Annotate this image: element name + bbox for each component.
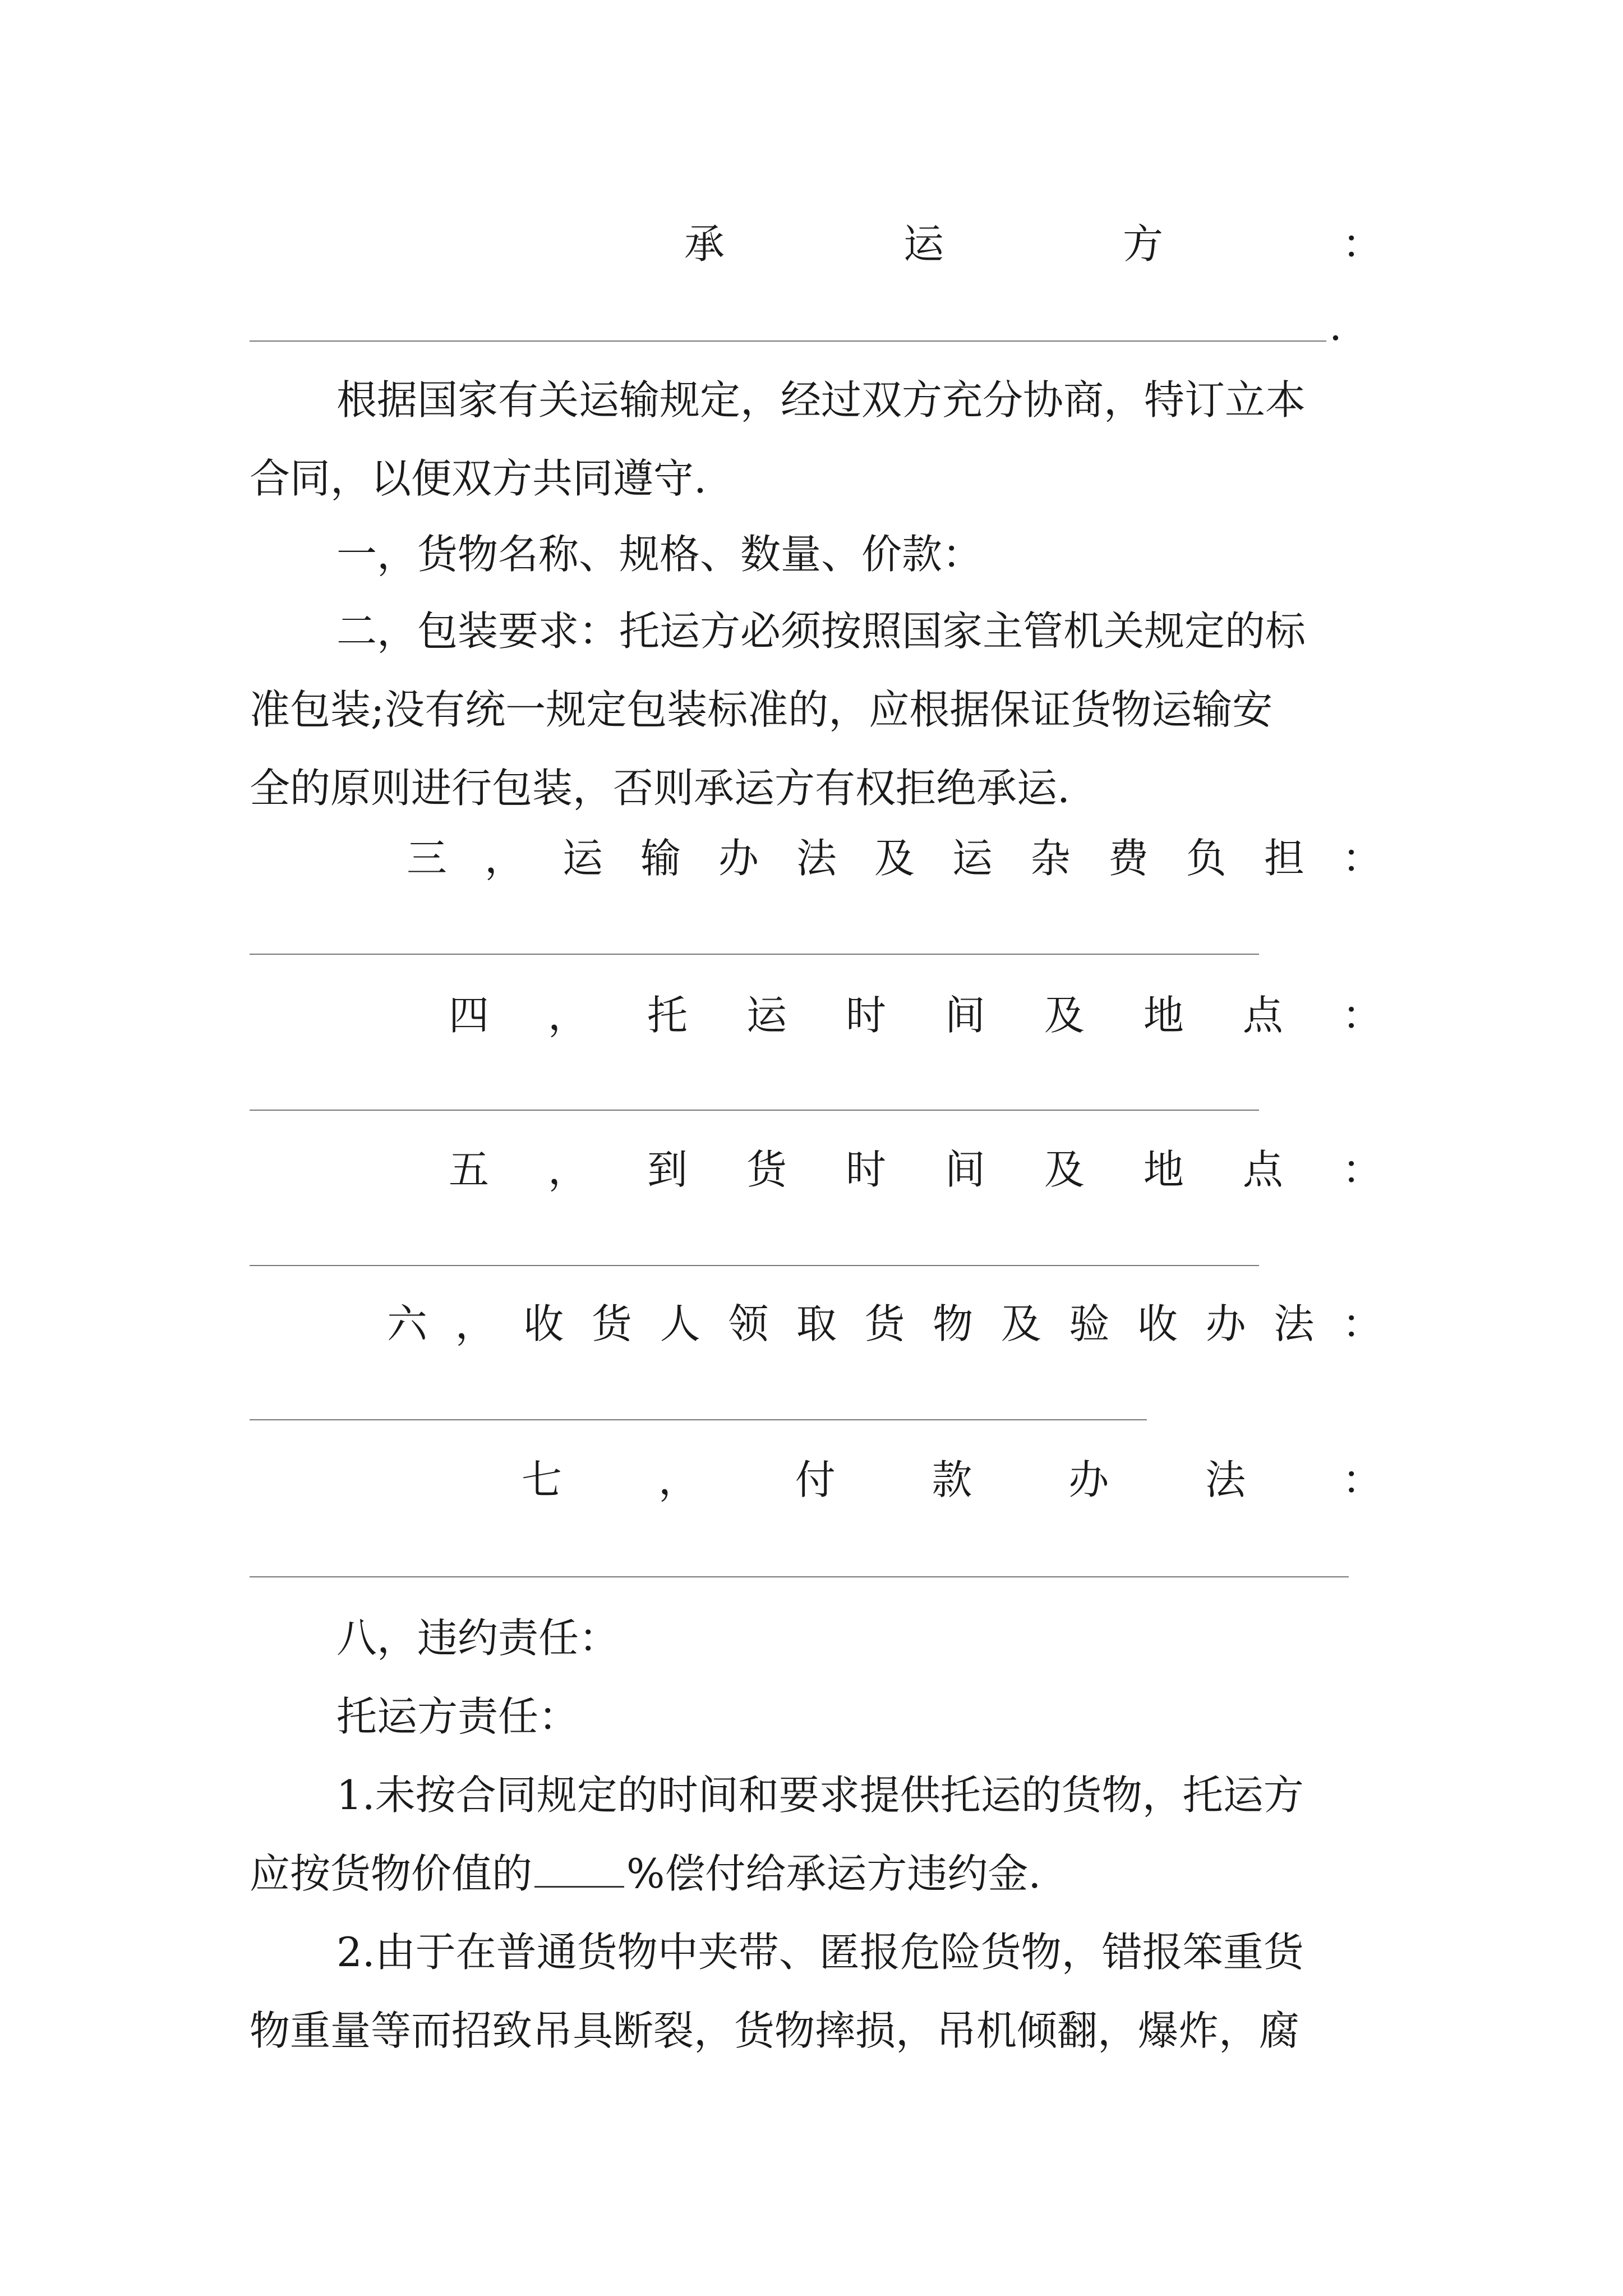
item6-char: ： [1341,1300,1382,1347]
clause1-text-b: %偿付给承运方违约金. [626,1850,1041,1897]
item6-char: ， [455,1300,496,1347]
item4-char: 四 [449,992,490,1039]
item6-char: 六 [387,1300,428,1347]
item6-char: 人 [660,1300,700,1347]
item5-char: 五 [449,1146,490,1193]
item6-char: 收 [523,1300,564,1347]
item6-char: 及 [1000,1300,1041,1347]
clause2-line: 2.由于在普通货物中夹带、匿报危险货物，错报笨重货 [336,1929,1304,1976]
item-liability [250,1599,1382,2070]
item4-char: 托 [647,992,688,1039]
penalty-percent-blank [534,1852,624,1888]
item3-char: 办 [718,835,759,882]
item4-char: ， [547,992,588,1039]
item6-char: 验 [1069,1300,1110,1347]
carrier-heading [684,213,1382,275]
item6-char: 法 [1274,1300,1315,1347]
item7-char: ， [658,1456,699,1503]
item3-fill-line [250,954,1259,955]
item2-line: 二，包装要求：托运方必须按照国家主管机关规定的标 [336,608,1306,655]
item5-char: 时 [845,1146,886,1193]
item4-fill-line [250,1110,1259,1111]
item-goods-info [250,515,1382,593]
item2-line: 准包装;没有统一规定包装标准的，应根据保证货物运输安 [250,686,1273,733]
item3-char: 运 [952,835,993,882]
item3-char: ： [1341,835,1382,882]
item4-char: 地 [1143,992,1184,1039]
clause2-line: 物重量等而招致吊具断裂，货物摔损，吊机倾翻，爆炸，腐 [250,2007,1300,2054]
item4-char: 时 [845,992,886,1039]
item5-fill-line [250,1265,1259,1266]
item3-char: ， [484,835,525,882]
carrier-end-mark: . [1329,302,1342,349]
heading-char: 方 [1122,220,1163,268]
item-packaging [250,592,1382,827]
item6-char: 货 [591,1300,632,1347]
heading-char: 承 [684,220,725,268]
item6-char: 收 [1137,1300,1178,1347]
clause1-text-a: 应按货物价值的 [250,1850,533,1897]
item7-char: 办 [1068,1456,1109,1503]
item1-text: 一，货物名称、规格、数量、价款： [336,531,983,578]
item5-char: 间 [944,1146,985,1193]
carrier-fill-line [250,341,1326,342]
item-arrival-time-place [449,1139,1382,1200]
item-shipping-time-place [449,984,1382,1046]
item3-char: 及 [874,835,915,882]
item5-char: ： [1341,1146,1382,1193]
heading-char: ： [1341,220,1382,268]
item6-char: 取 [796,1300,837,1347]
item5-char: 地 [1143,1146,1184,1193]
item3-char: 负 [1186,835,1227,882]
item7-fill-line [250,1576,1349,1577]
item3-char: 费 [1108,835,1149,882]
item7-char: 付 [795,1456,836,1503]
item8-title: 八，违约责任： [336,1614,620,1662]
item5-char: 及 [1044,1146,1085,1193]
intro-paragraph [250,361,1382,518]
item5-char: 货 [746,1146,787,1193]
item5-char: 点 [1242,1146,1283,1193]
item4-char: 运 [746,992,787,1039]
item6-char: 领 [728,1300,769,1347]
heading-char: 运 [903,220,944,268]
item-receipt-inspection [387,1293,1382,1355]
item-transport-method [407,827,1382,889]
clause1-line [250,1834,1382,1913]
intro-line: 根据国家有关运输规定，经过双方充分协商，特订立本 [336,376,1306,424]
item6-char: 物 [933,1300,974,1347]
item4-char: ： [1341,992,1382,1039]
item5-char: 到 [647,1146,688,1193]
item4-char: 点 [1242,992,1283,1039]
item-payment-method [522,1449,1382,1511]
item5-char: ， [547,1146,588,1193]
item3-char: 输 [640,835,681,882]
item6-char: 货 [864,1300,905,1347]
item4-char: 及 [1044,992,1085,1039]
item7-char: 法 [1205,1456,1246,1503]
shipper-duty-label: 托运方责任： [336,1693,579,1740]
item4-char: 间 [944,992,985,1039]
item7-char: ： [1341,1456,1382,1503]
item6-char: 办 [1205,1300,1246,1347]
item3-char: 三 [407,835,448,882]
item2-line: 全的原则进行包装，否则承运方有权拒绝承运. [250,765,1070,812]
item7-char: 七 [522,1456,562,1503]
item3-char: 担 [1264,835,1304,882]
clause1-line: 1.未按合同规定的时间和要求提供托运的货物，托运方 [336,1772,1304,1819]
item6-fill-line [250,1419,1147,1420]
item7-char: 款 [932,1456,972,1503]
item3-char: 杂 [1030,835,1071,882]
intro-line: 合同，以便双方共同遵守. [250,455,707,502]
item3-char: 运 [562,835,603,882]
item3-char: 法 [796,835,837,882]
